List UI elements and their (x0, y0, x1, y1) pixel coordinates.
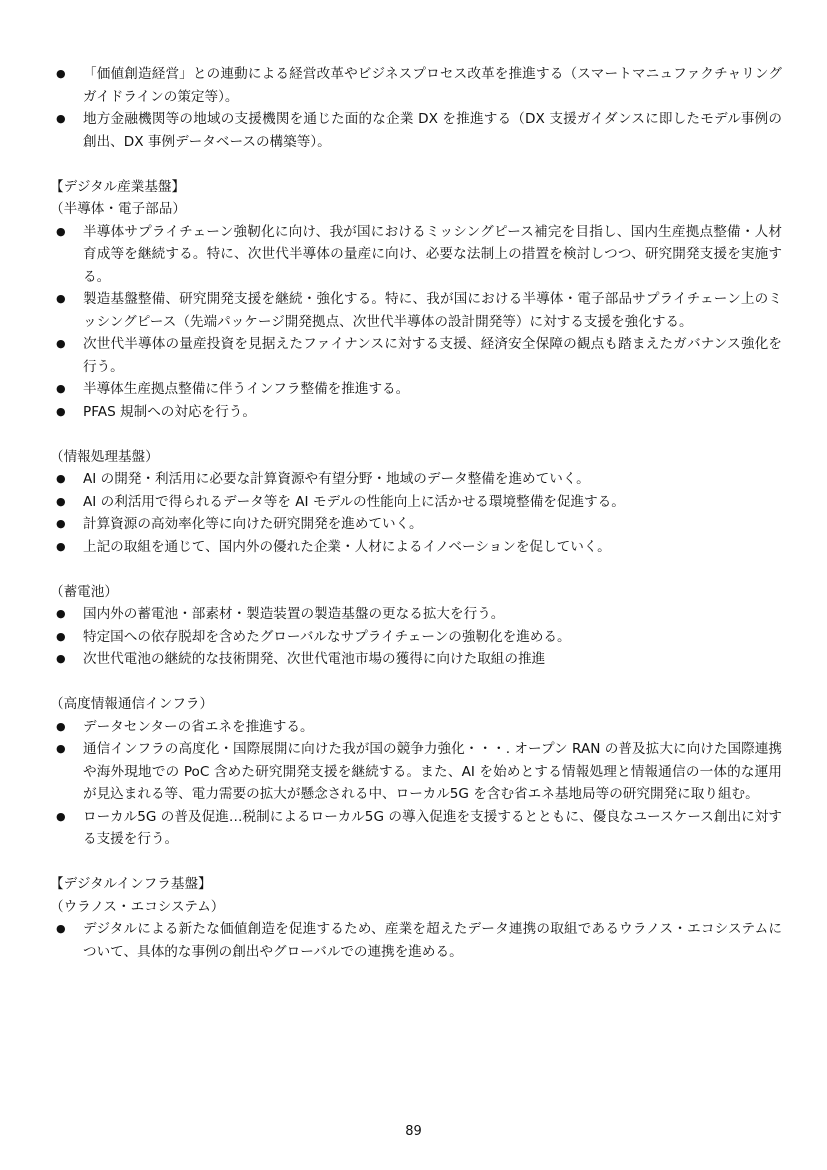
list-item: ● 上記の取組を通じて、国内外の優れた企業・人材によるイノベーションを促していく。 (50, 536, 782, 559)
subheading-battery: （蓄電池） (50, 583, 118, 600)
list-item: ● 特定国への依存脱却を含めたグローバルなサプライチェーンの強靭化を進める。 (50, 626, 782, 649)
page-content (50, 63, 782, 963)
list-item: ● AI の開発・利活用に必要な計算資源や有望分野・地域のデータ整備を進めていく。 (50, 468, 782, 491)
list-item: ● ローカル5G の普及促進…税制によるローカル5G の導入促進を支援するとともに、優良なユースケース創出に対する支援を行う。 (50, 806, 782, 851)
bullet-icon: ● (56, 652, 66, 665)
list-item: ● PFAS 規制への対応を行う。 (50, 401, 782, 424)
bullet-icon: ● (56, 382, 66, 395)
bullet-icon: ● (56, 337, 66, 350)
list-item: ● 計算資源の高効率化等に向けた研究開発を進めていく。 (50, 513, 782, 536)
list-item: ● 地方金融機関等の地域の支援機関を通じた面的な企業 DX を推進する（DX 支援ガイダンスに即したモデル事例の創出、DX 事例データベースの構築等）。 (50, 108, 782, 153)
list-item: ● 次世代半導体の量産投資を見据えたファイナンスに対する支援、経済安全保障の観点も踏まえたガバナンス強化を行う。 (50, 333, 782, 378)
list-item: ● デジタルによる新たな価値創造を促進するため、産業を超えたデータ連携の取組であるウラノス・エコシステムについて、具体的な事例の創出やグローバルでの連携を進める。 (50, 918, 782, 963)
bullet-icon: ● (56, 67, 66, 80)
semiconductor-bullet-list (50, 221, 782, 424)
list-item: ● データセンターの省エネを推進する。 (50, 716, 782, 739)
list-item: ● 半導体サプライチェーン強靭化に向け、我が国におけるミッシングピース補完を目指し、国内生産拠点整備・人材育成等を継続する。特に、次世代半導体の量産に向け、必要な法制上の措置を検討しつつ、研究開発支援を実施する。 (50, 221, 782, 289)
subheading-semiconductor: （半導体・電子部品） (50, 201, 186, 217)
bullet-icon: ● (56, 112, 66, 125)
bullet-icon: ● (56, 224, 66, 238)
bullet-icon: ● (56, 472, 66, 485)
section-heading-digital-industry: 【デジタル産業基盤】 (50, 178, 186, 195)
bullet-icon: ● (56, 292, 66, 305)
information-processing-bullet-list (50, 468, 782, 558)
bullet-icon: ● (56, 539, 66, 553)
list-item: ● 国内外の蓄電池・部素材・製造装置の製造基盤の更なる拡大を行う。 (50, 603, 782, 626)
list-item: ● 製造基盤整備、研究開発支援を継続・強化する。特に、我が国における半導体・電子部品サプライチェーン上のミッシングピース（先端パッケージ開発拠点、次世代半導体の設計開発等）に対する支援を強化する。 (50, 288, 782, 333)
list-item: ● 半導体生産拠点整備に伴うインフラ整備を推進する。 (50, 378, 782, 401)
list-item: ● 「価値創造経営」との連動による経営改革やビジネスプロセス改革を推進する（スマートマニュファクチャリングガイドラインの策定等）。 (50, 63, 782, 108)
bullet-icon: ● (56, 922, 66, 935)
list-item: ● 通信インフラの高度化・国際展開に向けた我が国の競争力強化・・・. オープン RAN の普及拡大に向けた国際連携や海外現地での PoC 含めた研究開発支援を継続する。また、AI を始めとする情報処理と情報通信の一体的な運用が見込まれる等、電力需要の拡大が懸念される中、ローカル5G を含む省エネ基地局等の研究開発に取り組む。 (50, 738, 782, 806)
bullet-icon: ● (56, 719, 66, 733)
bullet-icon: ● (56, 629, 66, 643)
ouranos-bullet-list (50, 918, 782, 963)
bullet-icon: ● (56, 517, 66, 530)
bullet-icon: ● (56, 494, 66, 508)
bullet-icon: ● (56, 742, 66, 755)
page-number: 89 (405, 1124, 422, 1139)
telecom-bullet-list (50, 716, 782, 851)
bullet-icon: ● (56, 404, 66, 418)
subheading-ouranos: （ウラノス・エコシステム） (50, 898, 225, 915)
bullet-icon: ● (56, 607, 66, 620)
list-item: ● AI の利活用で得られるデータ等を AI モデルの性能向上に活かせる環境整備を促進する。 (50, 491, 782, 514)
subheading-telecom: （高度情報通信インフラ） (50, 696, 214, 712)
list-item: ● 次世代電池の継続的な技術開発、次世代電池市場の獲得に向けた取組の推進 (50, 648, 782, 671)
bullet-icon: ● (56, 809, 66, 823)
battery-bullet-list (50, 603, 782, 671)
subheading-information-processing: （情報処理基盤） (50, 448, 159, 465)
section-heading-digital-infra: 【デジタルインフラ基盤】 (50, 876, 212, 892)
top-bullet-list (50, 63, 782, 153)
